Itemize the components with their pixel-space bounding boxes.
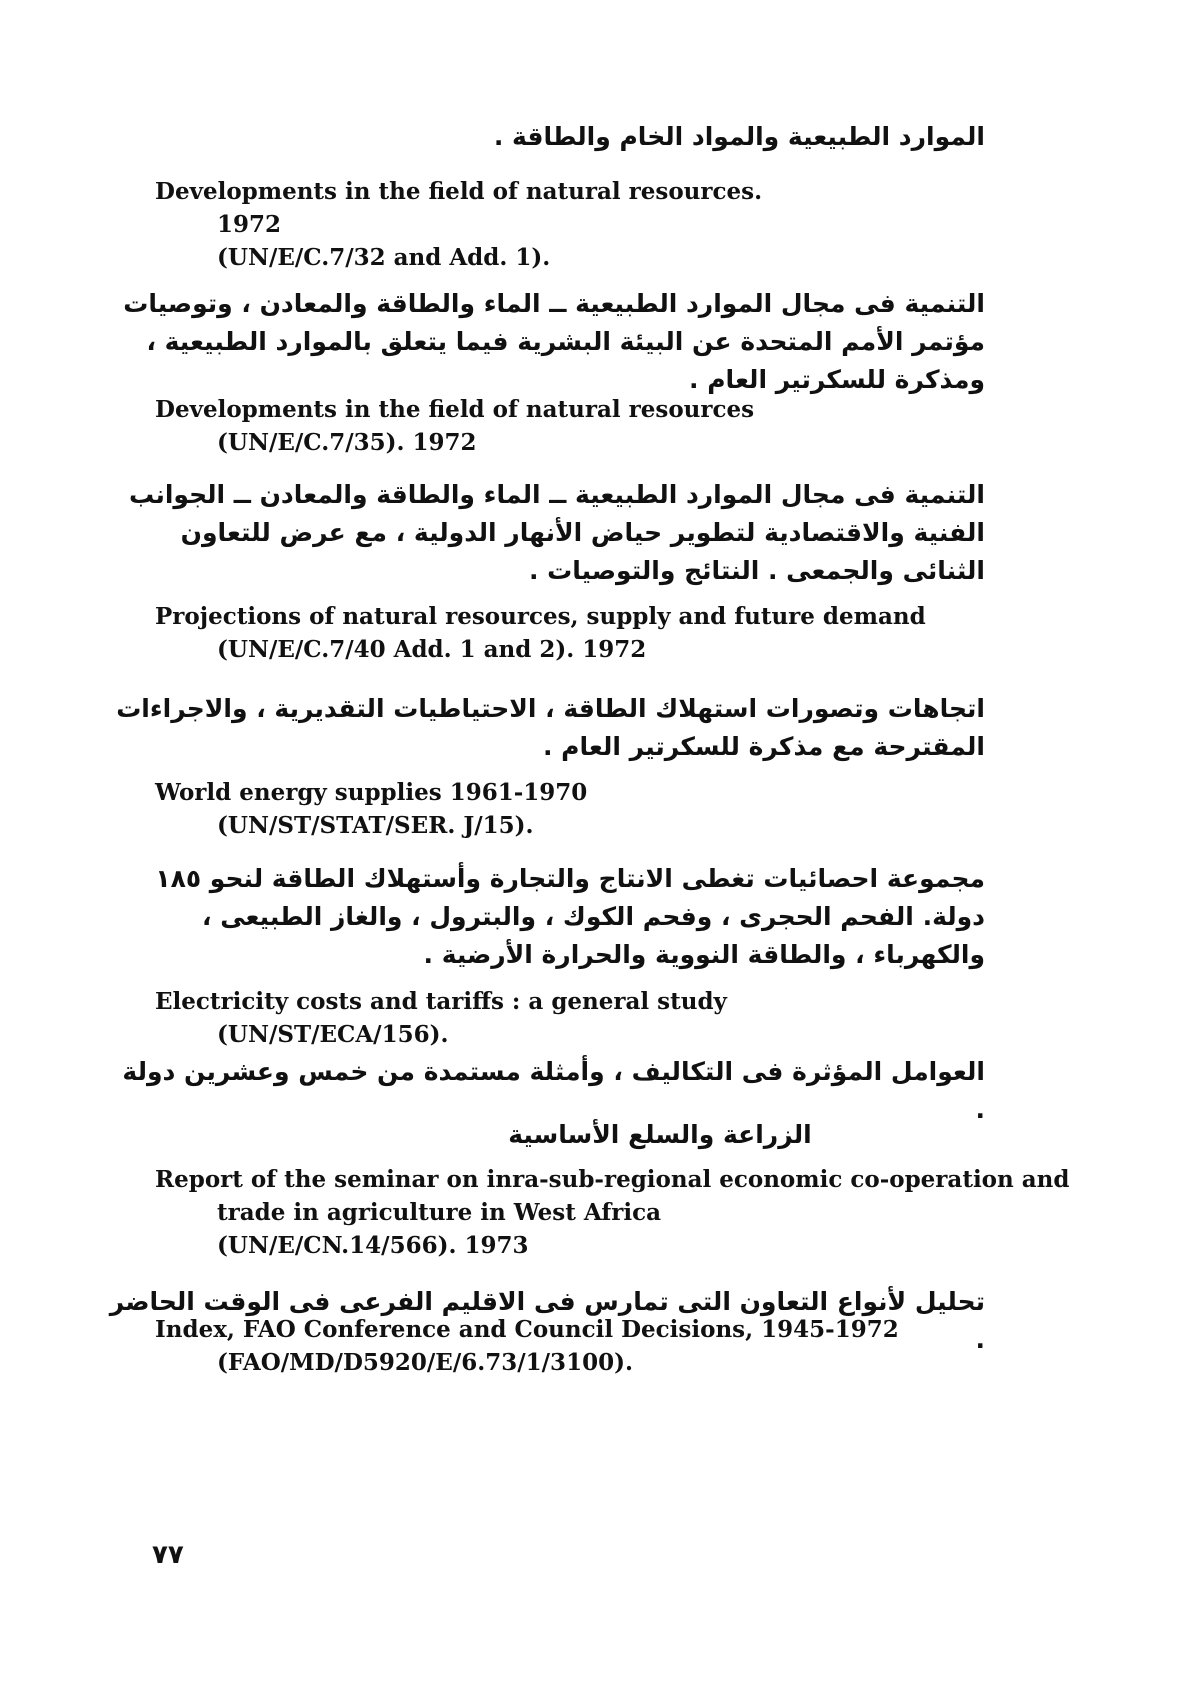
entry-reference: (UN/ST/ECA/156). [217, 1021, 449, 1048]
entry-2-arabic: التنمية فى مجال الموارد الطبيعية ــ الماء والطاقة والمعادن ــ الجوانب الفنية والاقتصادية لتطوير حياض الأنهار الدولية ، مع عرض للتعاون الثنائى والجمعى . النتائج والتوصيات . [129, 480, 985, 585]
entry-title: Index, FAO Conference and Council Decisions, 1945-1972 [155, 1316, 899, 1343]
entry-2-english [155, 393, 1055, 459]
entry-7-english [155, 1313, 1055, 1379]
entry-reference: (UN/E/C.7/40 Add. 1 and 2). 1972 [217, 636, 647, 663]
entry-title: Developments in the field of natural resources [155, 396, 755, 423]
entry-reference: (UN/E/CN.14/566). 1973 [217, 1232, 529, 1259]
entry-5-arabic: العوامل المؤثرة فى التكاليف ، وأمثلة مستمدة من خمس وعشرين دولة . [122, 1057, 985, 1124]
entry-4-english [155, 776, 1055, 842]
entry-3-arabic: اتجاهات وتصورات استهلاك الطاقة ، الاحتياطيات التقديرية ، والاجراءات المقترحة مع مذكرة للسكرتير العام . [116, 694, 985, 761]
entry-reference: (FAO/MD/D5920/E/6.73/1/3100). [217, 1349, 633, 1376]
entry-title-continued: trade in agriculture in West Africa [217, 1199, 661, 1226]
section-heading-arabic: الزراعة والسلع الأساسية [508, 1120, 812, 1149]
top-heading-arabic: الموارد الطبيعية والمواد الخام والطاقة . [493, 122, 985, 151]
entry-5-english [155, 985, 1055, 1051]
entry-4-arabic: مجموعة احصائيات تغطى الانتاج والتجارة وأستهلاك الطاقة لنحو ١٨٥ دولة. الفحم الحجرى ، وفحم الكوك ، والبترول ، والغاز الطبيعى ، والكهرباء ، والطاقة النووية والحرارة الأرضية . [155, 864, 985, 969]
entry-title: Electricity costs and tariffs : a general study [155, 988, 727, 1015]
entry-reference: (UN/E/C.7/32 and Add. 1). [217, 244, 551, 271]
entry-title: Developments in the field of natural resources. [155, 178, 763, 205]
entry-year: 1972 [217, 211, 282, 238]
entry-title: Projections of natural resources, supply and future demand [155, 603, 926, 630]
entry-title: World energy supplies 1961-1970 [155, 779, 588, 806]
entry-reference: (UN/E/C.7/35). 1972 [217, 429, 477, 456]
entry-6-english [155, 1163, 1070, 1262]
entry-1-english [155, 175, 1055, 274]
entry-6-arabic: تحليل لأنواع التعاون التى تمارس فى الاقليم الفرعى فى الوقت الحاضر . [109, 1287, 985, 1354]
entry-1-arabic: التنمية فى مجال الموارد الطبيعية ــ الماء والطاقة والمعادن ، وتوصيات مؤتمر الأمم المتحدة عن البيئة البشرية فيما يتعلق بالموارد الطبيعية ، ومذكرة للسكرتير العام . [123, 289, 985, 394]
entry-title: Report of the seminar on inra-sub-regional economic co-operation and [155, 1166, 1070, 1193]
entry-reference: (UN/ST/STAT/SER. J/15). [217, 812, 534, 839]
entry-3-english [155, 600, 1055, 666]
page-number: ٧٧ [152, 1540, 184, 1570]
